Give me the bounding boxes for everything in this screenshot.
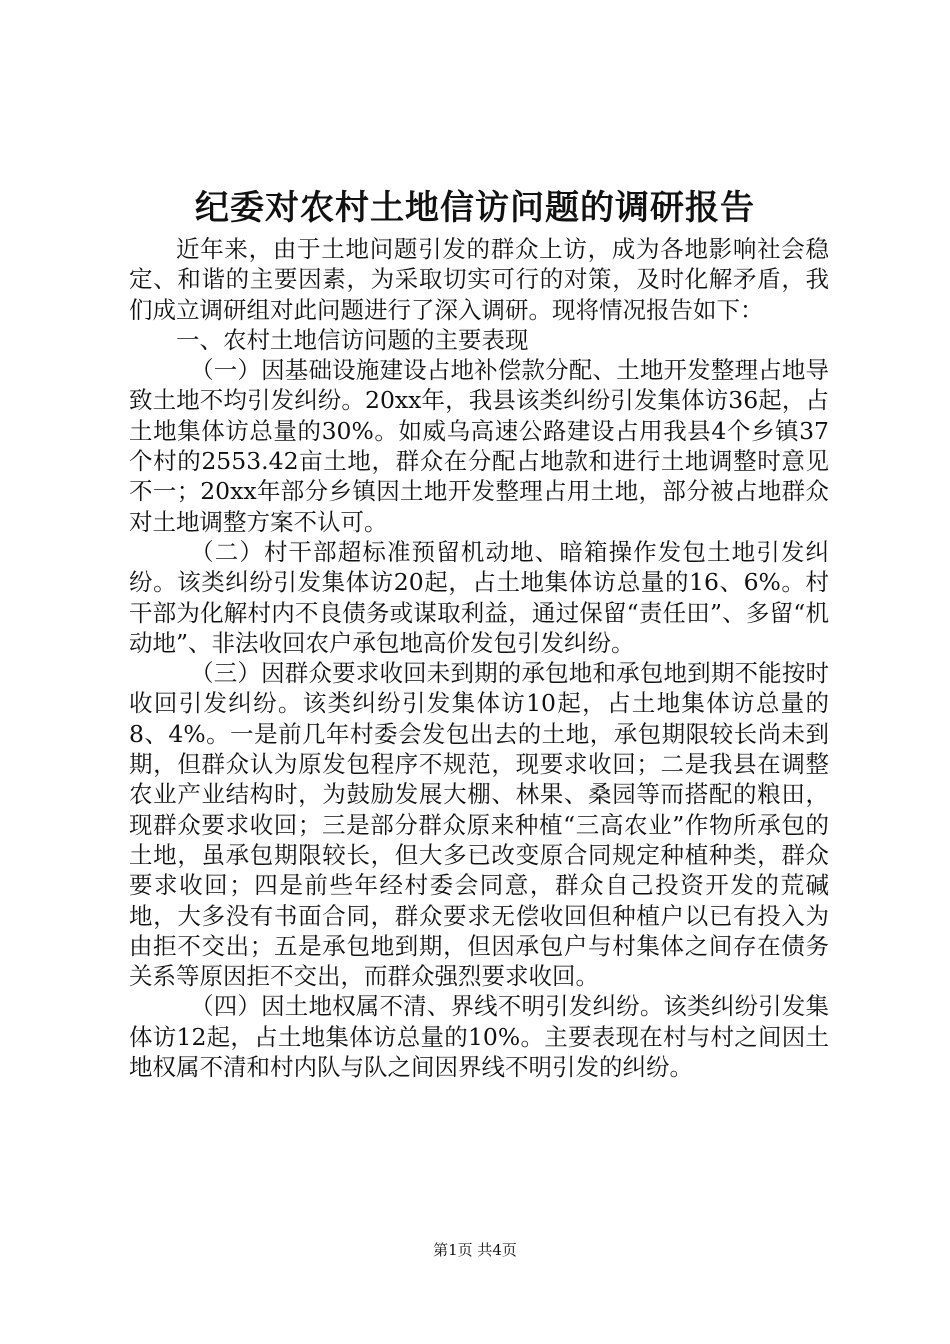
page-footer: 第1页 共4页 <box>433 1241 517 1259</box>
subsection-paragraph-3: （三）因群众要求收回未到期的承包地和承包地到期不能按时收回引发纠纷。该类纠纷引发集体访10起，占土地集体访总量的8、4%。一是前几年村委会发包出去的土地，承包期限较长尚未到期，但群众认为原发包程序不规范，现要求收回；二是我县在调整农业产业结构时，为鼓励发展大棚、林果、桑园等而搭配的粮田，现群众要求收回；三是部分群众原来种植“三高农业”作物所承包的土地，虽承包期限较长，但大多已改变原合同规定种植种类，群众要求收回；四是前些年经村委会同意，群众自己投资开发的荒碱地，大多没有书面合同，群众要求无偿收回但种植户以已有投入为由拒不交出；五是承包地到期，但因承包户与村集体之间存在债务关系等原因拒不交出，而群众强烈要求收回。 <box>129 659 829 991</box>
subsection-paragraph-1: （一）因基础设施建设占地补偿款分配、土地开发整理占地导致土地不均引发纠纷。20xx年，我县该类纠纷引发集体访36起，占土地集体访总量的30%。如威乌高速公路建设占用我县4个乡镇37个村的2553.42亩土地，群众在分配占地款和进行土地调整时意见不一；20xx年部分乡镇因土地开发整理占用土地，部分被占地群众对土地调整方案不认可。 <box>129 356 829 536</box>
subsection-paragraph-4: （四）因土地权属不清、界线不明引发纠纷。该类纠纷引发集体访12起，占土地集体访总量的10%。主要表现在村与村之间因土地权属不清和村内队与队之间因界线不明引发的纠纷。 <box>129 992 829 1082</box>
section-heading-1: 一、农村土地信访问题的主要表现 <box>176 325 529 354</box>
document-title: 纪委对农村土地信访问题的调研报告 <box>195 188 755 228</box>
subsection-paragraph-2: （二）村干部超标准预留机动地、暗箱操作发包土地引发纠纷。该类纠纷引发集体访20起，占土地集体访总量的16、6%。村干部为化解村内不良债务或谋取利益，通过保留“责任田”、多留“机动地”、非法收回农户承包地高价发包引发纠纷。 <box>129 537 829 657</box>
intro-paragraph: 近年来，由于土地问题引发的群众上访，成为各地影响社会稳定、和谐的主要因素，为采取切实可行的对策，及时化解矛盾，我们成立调研组对此问题进行了深入调研。现将情况报告如下： <box>129 235 829 324</box>
document-body <box>129 234 829 1082</box>
